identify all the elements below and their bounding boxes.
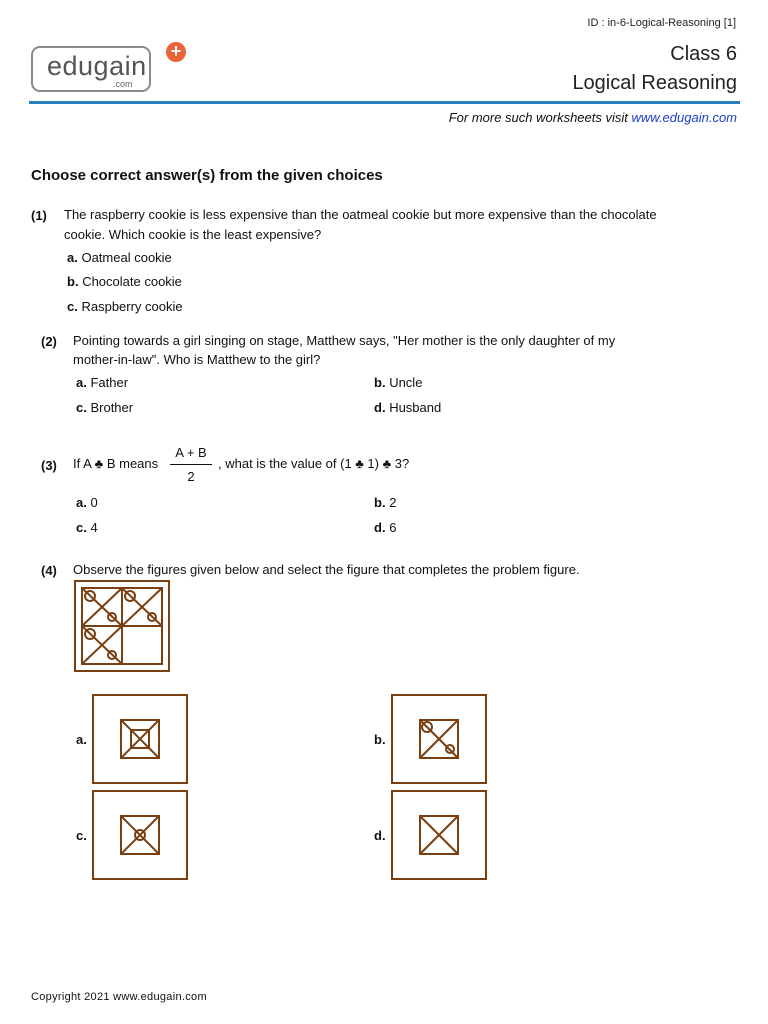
question-3-prefix: If A ♣ B means (73, 456, 159, 471)
question-4-option-c-label: c. (76, 828, 87, 843)
logo-subtext: .com (113, 79, 133, 89)
edugain-logo[interactable] (31, 46, 151, 92)
question-1-line-2: cookie. Which cookie is the least expensive? (64, 227, 322, 242)
question-4-option-d-label: d. (374, 828, 386, 843)
fraction-bar (170, 464, 212, 465)
question-4-option-a-label: a. (76, 732, 87, 747)
question-1-option-c[interactable]: c. Raspberry cookie (67, 299, 183, 314)
question-2-option-a[interactable]: a. Father (76, 375, 129, 390)
class-label: Class 6 (670, 43, 737, 65)
question-3-option-d[interactable]: d. 6 (374, 520, 397, 535)
visit-prefix: For more such worksheets visit (448, 110, 632, 125)
question-1-option-a[interactable]: a. Oatmeal cookie (67, 250, 172, 265)
question-2-option-c[interactable]: c. Brother (76, 400, 134, 415)
question-2-line-1: Pointing towards a girl singing on stage, Matthew says, "Her mother is the only daughter of my (73, 333, 616, 348)
option-d-graphic (393, 792, 485, 878)
question-2-option-d[interactable]: d. Husband (374, 400, 442, 415)
question-4-number: (4) (41, 563, 57, 578)
question-4-text: Observe the figures given below and select the figure that completes the problem figure. (73, 562, 580, 577)
question-4-option-c-figure[interactable] (92, 790, 188, 880)
question-3-option-c[interactable]: c. 4 (76, 520, 98, 535)
fraction-numerator: A + B (175, 445, 207, 460)
question-3-suffix: , what is the value of (1 ♣ 1) ♣ 3? (218, 456, 410, 471)
question-4-option-b-figure[interactable] (391, 694, 487, 784)
question-3-number: (3) (41, 458, 57, 473)
option-c-graphic (94, 792, 186, 878)
question-3-option-a[interactable]: a. 0 (76, 495, 98, 510)
visit-note (449, 110, 737, 125)
copyright-footer: Copyright 2021 www.edugain.com (31, 991, 207, 1003)
question-3-option-b[interactable]: b. 2 (374, 495, 397, 510)
question-2-option-b[interactable]: b. Uncle (374, 375, 423, 390)
question-1-option-b[interactable]: b. Chocolate cookie (67, 274, 182, 289)
instructions: Choose correct answer(s) from the given choices (31, 167, 383, 184)
question-4-option-b-label: b. (374, 732, 386, 747)
question-2-line-2: mother-in-law". Who is Matthew to the girl? (73, 352, 321, 367)
option-b-graphic (393, 696, 485, 782)
logo-plus-icon: + (166, 42, 186, 62)
visit-link[interactable]: www.edugain.com (631, 110, 737, 125)
question-2-number: (2) (41, 334, 57, 349)
header-divider (29, 101, 740, 104)
question-4-option-a-figure[interactable] (92, 694, 188, 784)
logo-text: edugain (47, 51, 147, 81)
fraction-denominator: 2 (187, 469, 195, 484)
subject-title: Logical Reasoning (572, 72, 737, 94)
question-1-number: (1) (31, 208, 47, 223)
problem-figure (74, 580, 170, 672)
question-1-line-1: The raspberry cookie is less expensive than the oatmeal cookie but more expensive than the chocolate (64, 207, 657, 222)
option-a-graphic (94, 696, 186, 782)
document-id: ID : in-6-Logical-Reasoning [1] (587, 17, 736, 29)
question-4-option-d-figure[interactable] (391, 790, 487, 880)
